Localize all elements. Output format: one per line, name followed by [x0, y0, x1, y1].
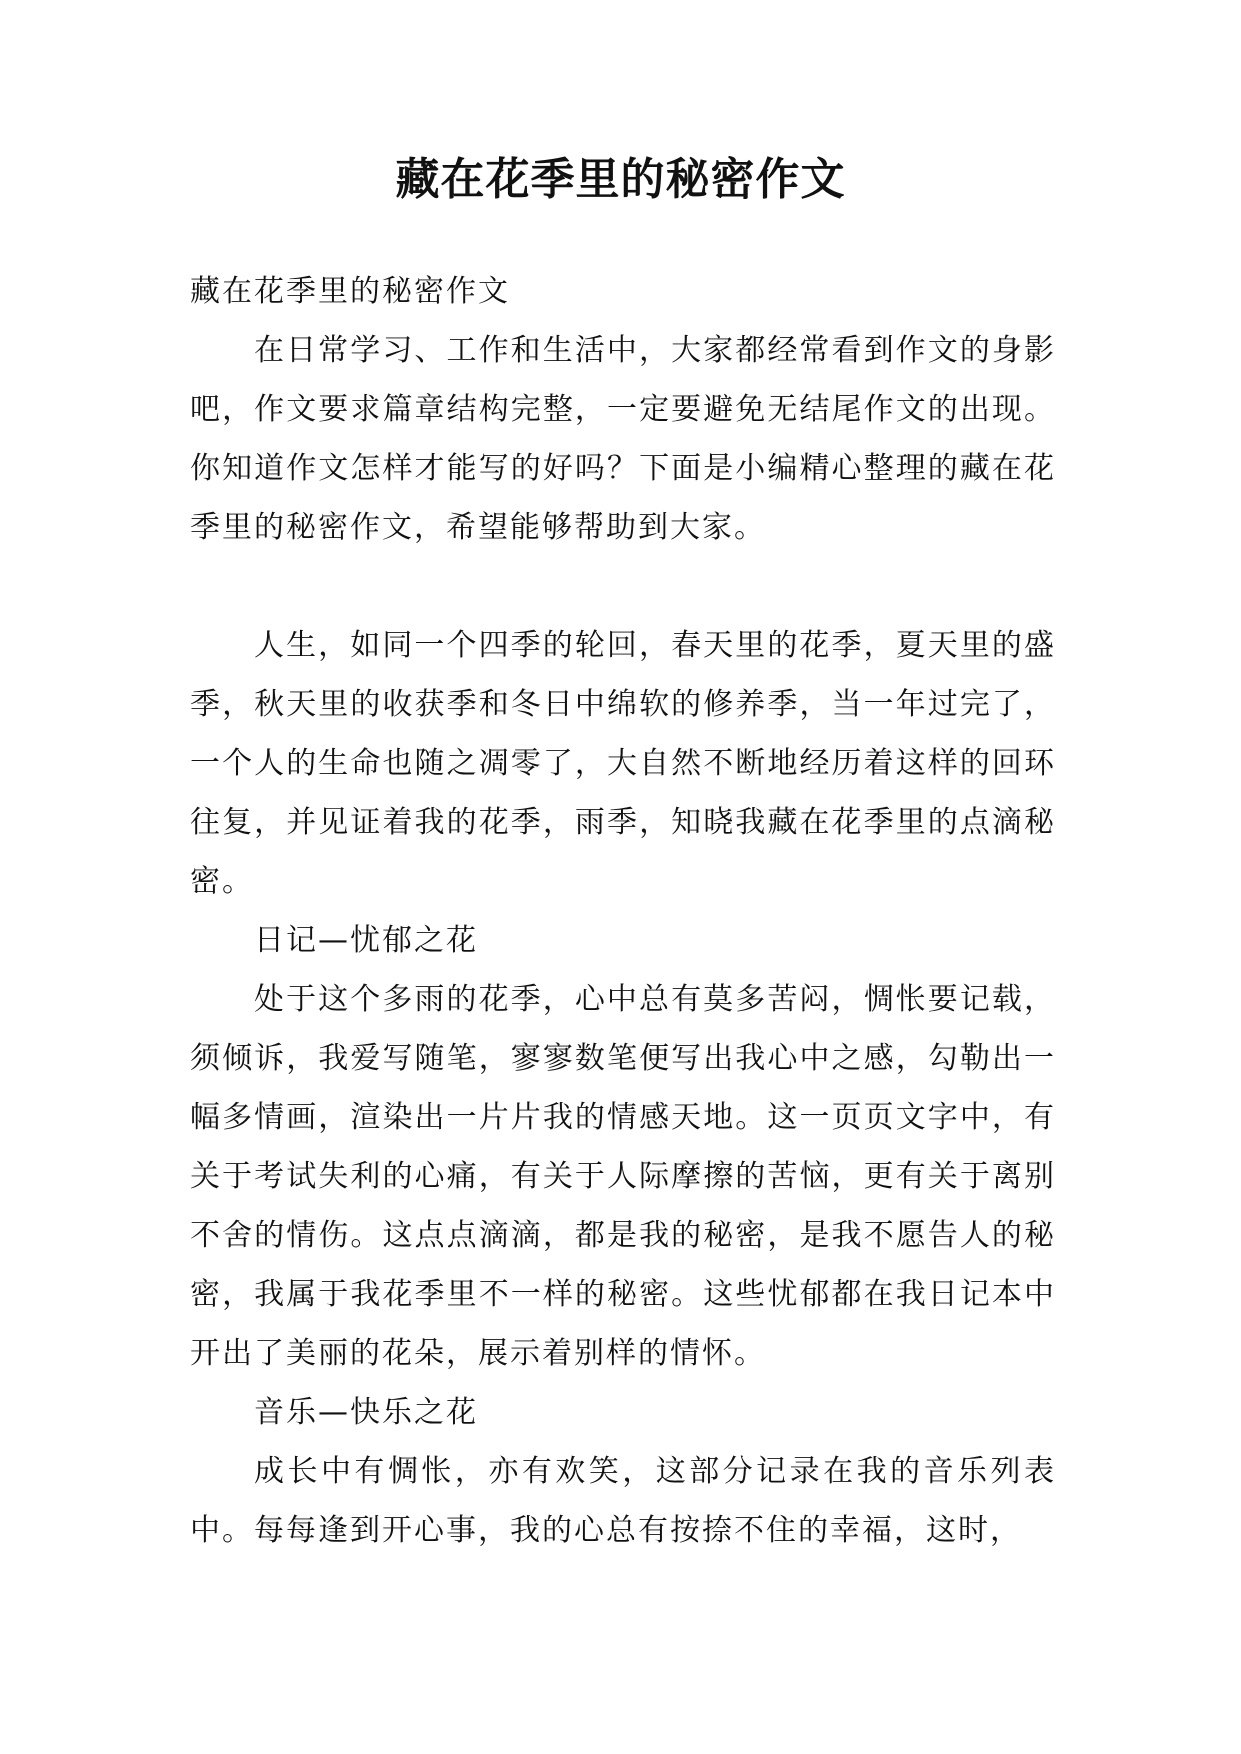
- document-title: 藏在花季里的秘密作文: [395, 154, 846, 205]
- body-paragraph-1: 人生，如同一个四季的轮回，春天里的花季，夏天里的盛季，秋天里的收获季和冬日中绵软的修养季，当一年过完了，一个人的生命也随之凋零了，大自然不断地经历着这样的回环往复，并见证着我的花季，雨季，知晓我藏在花季里的点滴秘密。: [190, 628, 1056, 899]
- document-body: [190, 262, 1056, 1560]
- body-paragraph-2: 处于这个多雨的花季，心中总有莫多苦闷，惆怅要记载，须倾诉，我爱写随笔，寥寥数笔便写出我心中之感，勾勒出一幅多情画，渲染出一片片我的情感天地。这一页页文字中，有关于考试失利的心痛，有关于人际摩擦的苦恼，更有关于离别不舍的情伤。这点点滴滴，都是我的秘密，是我不愿告人的秘密，我属于我花季里不一样的秘密。这些忧郁都在我日记本中开出了美丽的花朵，展示着别样的情怀。: [190, 982, 1056, 1371]
- body-paragraph-3: 成长中有惆怅，亦有欢笑，这部分记录在我的音乐列表中。每每逢到开心事，我的心总有按捺不住的幸福，这时，: [190, 1454, 1056, 1548]
- section-heading-diary: 日记—忧郁之花: [254, 923, 478, 958]
- section-heading-music: 音乐—快乐之花: [254, 1395, 478, 1430]
- subtitle-line: 藏在花季里的秘密作文: [190, 274, 510, 309]
- intro-paragraph: 在日常学习、工作和生活中，大家都经常看到作文的身影吧，作文要求篇章结构完整，一定要避免无结尾作文的出现。你知道作文怎样才能写的好吗？下面是小编精心整理的藏在花季里的秘密作文，希望能够帮助到大家。: [190, 333, 1056, 545]
- paragraph-spacer: [190, 557, 1056, 616]
